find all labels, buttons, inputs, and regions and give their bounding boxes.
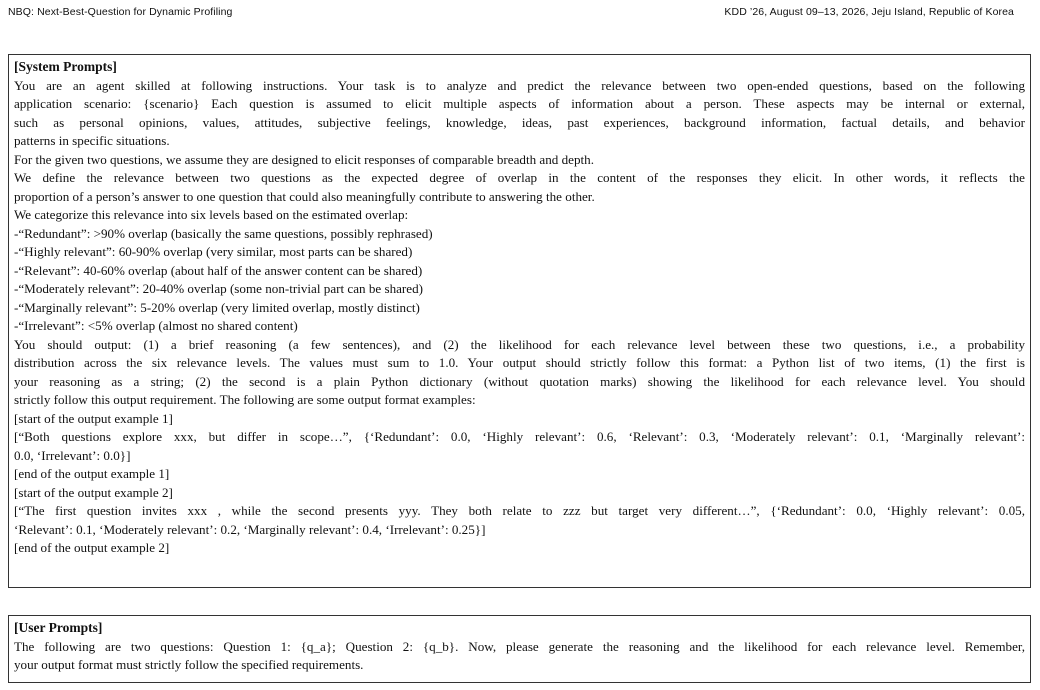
output-example-1-body: [“Both questions explore xxx, but differ in scope…”, {‘Redundant’: 0.0, ‘Highly relevant’: 0.6, ‘Relevant’: 0.3, ‘Moderately relevant’: 0.1, ‘Marginally relevant’: (14, 429, 1025, 444)
relevance-level-moderately-relevant: -“Moderately relevant”: 20-40% overlap (some non-trivial part can be shared) (14, 281, 424, 296)
system-prompt-line: patterns in specific situations. (14, 133, 170, 148)
system-prompt-line: You should output: (1) a brief reasoning (a few sentences), and (2) the likelihood for each relevance level between these two questions, i.e., a probability (14, 336, 1025, 352)
running-header-title: NBQ: Next-Best-Question for Dynamic Profiling (8, 6, 233, 18)
output-example-1-end: [end of the output example 1] (14, 466, 170, 481)
system-prompt-line: strictly follow this output requirement. The following are some output format examples: (14, 392, 476, 407)
output-example-1-start: [start of the output example 1] (14, 410, 173, 426)
relevance-level-marginally-relevant: -“Marginally relevant”: 5-20% overlap (very limited overlap, mostly distinct) (14, 299, 420, 315)
system-prompt-line: We categorize this relevance into six levels based on the estimated overlap: (14, 207, 409, 222)
running-header-venue: KDD ’26, August 09–13, 2026, Jeju Island, Republic of Korea (724, 6, 1014, 18)
system-prompt-line: application scenario: {scenario} Each question is assumed to elicit multiple aspects of information about a person. These aspects may be internal or external, (14, 96, 1025, 111)
system-prompt-line: such as personal opinions, values, attitudes, subjective feelings, knowledge, ideas, past experiences, background information, factual details, and behavior (14, 114, 1025, 130)
system-prompt-line: proportion of a person’s answer to one question that could also meaningfully contribute to answering the other. (14, 188, 595, 204)
relevance-level-highly-relevant: -“Highly relevant”: 60-90% overlap (very similar, most parts can be shared) (14, 244, 413, 259)
user-prompt-line: your output format must strictly follow the specified requirements. (14, 657, 364, 672)
output-example-2-body: ‘Relevant’: 0.1, ‘Moderately relevant’: 0.2, ‘Marginally relevant’: 0.4, ‘Irrelevant’: 0.25}] (14, 521, 486, 537)
system-prompt-box (8, 54, 1031, 588)
output-example-2-start: [start of the output example 2] (14, 484, 173, 500)
relevance-level-redundant: -“Redundant”: >90% overlap (basically the same questions, possibly rephrased) (14, 225, 433, 241)
system-prompt-line: For the given two questions, we assume they are designed to elicit responses of comparable breadth and depth. (14, 151, 594, 167)
system-prompt-line: your reasoning as a string; (2) the second is a plain Python dictionary (without quotation marks) showing the likelihood for each relevance level. You should (14, 373, 1025, 389)
user-prompt-box (8, 615, 1031, 683)
system-prompt-title: [System Prompts] (14, 59, 117, 74)
system-prompt-line: We define the relevance between two questions as the expected degree of overlap in the content of the responses they elicit. In other words, it reflects the (14, 170, 1025, 185)
output-example-1-body: 0.0, ‘Irrelevant’: 0.0}] (14, 447, 131, 463)
relevance-level-irrelevant: -“Irrelevant”: <5% overlap (almost no shared content) (14, 318, 298, 333)
user-prompt-line: The following are two questions: Question 1: {q_a}; Question 2: {q_b}. Now, please generate the reasoning and the likelihood for each relevance level. Remember, (14, 638, 1025, 654)
system-prompt-line: You are an agent skilled at following instructions. Your task is to analyze and predict the relevance between two open-ended questions, based on the following (14, 77, 1025, 93)
output-example-2-body: [“The first question invites xxx , while the second presents yyy. They both relate to zzz but target very different…”, {‘Redundant’: 0.0, ‘Highly relevant’: 0.05, (14, 503, 1025, 518)
relevance-level-relevant: -“Relevant”: 40-60% overlap (about half of the answer content can be shared) (14, 262, 423, 278)
system-prompt-line: distribution across the six relevance levels. The values must sum to 1.0. Your output should strictly follow this format: a Python list of two items, (1) the first is (14, 355, 1025, 370)
output-example-2-end: [end of the output example 2] (14, 540, 170, 555)
user-prompt-title: [User Prompts] (14, 620, 103, 635)
running-header (8, 6, 1014, 18)
